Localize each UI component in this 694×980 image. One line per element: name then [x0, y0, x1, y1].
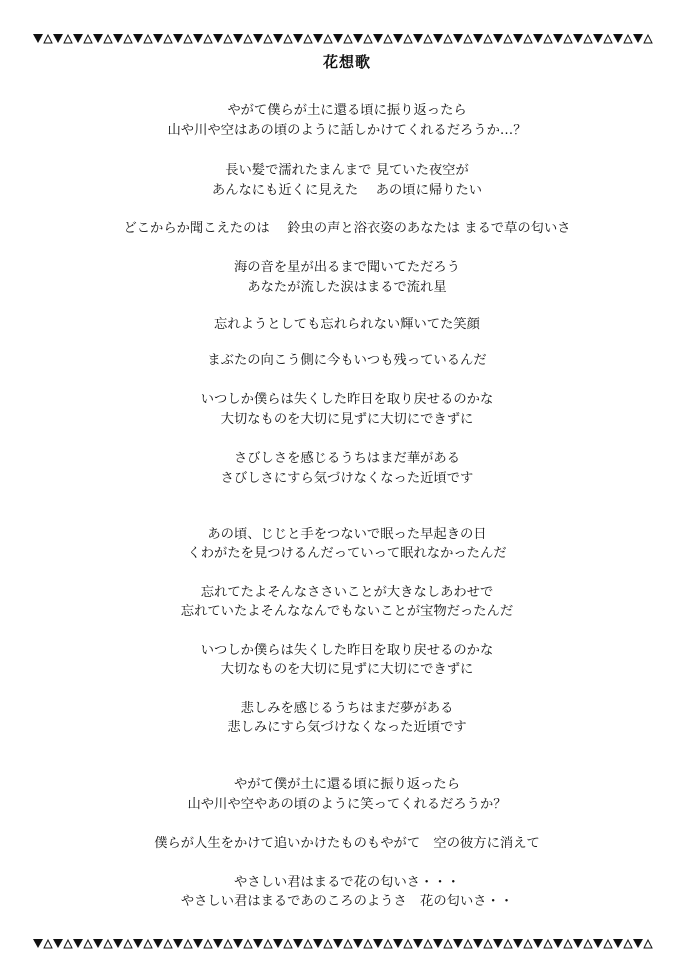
triangle-icon [204, 940, 212, 948]
triangle-icon [573, 939, 583, 948]
triangle-icon [644, 35, 652, 43]
lyric-line: あの頃、じじと手をつないで眠った早起きの日 [207, 527, 487, 542]
triangle-icon [524, 940, 532, 948]
triangle-icon [164, 940, 172, 948]
triangle-icon [284, 940, 292, 948]
triangle-icon [613, 939, 623, 948]
lyric-line: 僕らが人生をかけて追いかけたものもやがて 空の彼方に消えて [154, 836, 540, 851]
triangle-icon [64, 35, 72, 43]
lyric-line: 長い髪で濡れたまんまで 見ていた夜空が [225, 163, 469, 178]
triangle-icon [393, 939, 403, 948]
triangle-icon [184, 940, 192, 948]
triangle-icon [584, 940, 592, 948]
triangle-icon [33, 34, 43, 43]
lyric-line: いつしか僕らは失くした昨日を取り戻せるのかな [200, 643, 494, 658]
triangle-icon [473, 939, 483, 948]
triangle-icon [373, 939, 383, 948]
triangle-icon [544, 940, 552, 948]
triangle-icon [333, 939, 343, 948]
triangle-icon [144, 940, 152, 948]
lyric-line: いつしか僕らは失くした昨日を取り戻せるのかな [200, 392, 494, 407]
triangle-icon [453, 34, 463, 43]
triangle-band-icon [33, 938, 661, 949]
triangle-icon [484, 35, 492, 43]
triangle-icon [413, 34, 423, 43]
triangle-icon [264, 940, 272, 948]
triangle-icon [204, 35, 212, 43]
lyric-line: 大切なものを大切に見ずに大切にできずに [220, 412, 474, 427]
triangle-icon [173, 34, 183, 43]
triangle-icon [633, 939, 643, 948]
triangle-icon [324, 35, 332, 43]
triangle-icon [173, 939, 183, 948]
triangle-icon [613, 34, 623, 43]
triangle-icon [473, 34, 483, 43]
triangle-icon [624, 35, 632, 43]
triangle-icon [33, 939, 43, 948]
triangle-icon [353, 34, 363, 43]
triangle-icon [73, 34, 83, 43]
triangle-icon [233, 939, 243, 948]
triangle-band-icon [33, 33, 661, 44]
triangle-icon [264, 35, 272, 43]
triangle-icon [524, 35, 532, 43]
triangle-icon [604, 35, 612, 43]
triangle-icon [124, 940, 132, 948]
triangle-icon [253, 34, 263, 43]
lyric-line: あなたが流した涙はまるで流れ星 [247, 280, 447, 295]
page-title: 花想歌 [322, 53, 371, 71]
triangle-icon [164, 35, 172, 43]
triangle-icon [184, 35, 192, 43]
border-top [33, 33, 661, 44]
triangle-icon [224, 35, 232, 43]
lyric-line: やがて僕らが土に還る頃に振り返ったら [227, 103, 467, 118]
triangle-icon [444, 35, 452, 43]
triangle-icon [84, 940, 92, 948]
triangle-icon [244, 35, 252, 43]
triangle-icon [404, 940, 412, 948]
triangle-icon [333, 34, 343, 43]
triangle-icon [464, 35, 472, 43]
lyric-line: さびしさを感じるうちはまだ華がある [233, 451, 461, 466]
triangle-icon [453, 939, 463, 948]
triangle-icon [233, 34, 243, 43]
triangle-icon [73, 939, 83, 948]
triangle-icon [193, 34, 203, 43]
triangle-icon [373, 34, 383, 43]
triangle-icon [284, 35, 292, 43]
lyric-line: 忘れてたよそんなささいことが大きなしあわせで [200, 585, 494, 600]
lyric-line: どこからか聞こえたのは 鈴虫の声と浴衣姿のあなたは まるで草の匂いさ [123, 221, 571, 236]
triangle-icon [553, 34, 563, 43]
triangle-icon [133, 939, 143, 948]
triangle-icon [353, 939, 363, 948]
triangle-icon [404, 35, 412, 43]
triangle-icon [604, 940, 612, 948]
lyric-line: 海の音を星が出るまで聞いてただろう [233, 260, 461, 275]
lyric-line: 悲しみにすら気づけなくなった近頃です [227, 720, 467, 735]
lyric-line: 大切なものを大切に見ずに大切にできずに [220, 662, 474, 677]
triangle-icon [253, 939, 263, 948]
triangle-icon [84, 35, 92, 43]
triangle-icon [433, 34, 443, 43]
triangle-icon [433, 939, 443, 948]
triangle-icon [304, 35, 312, 43]
triangle-icon [64, 940, 72, 948]
triangle-icon [144, 35, 152, 43]
triangle-icon [344, 940, 352, 948]
triangle-icon [553, 939, 563, 948]
triangle-icon [313, 939, 323, 948]
triangle-icon [304, 940, 312, 948]
triangle-icon [273, 939, 283, 948]
triangle-icon [93, 939, 103, 948]
triangle-icon [293, 939, 303, 948]
lyric-line: あんなにも近くに見えた あの頃に帰りたい [211, 183, 483, 198]
triangle-icon [93, 34, 103, 43]
triangle-icon [344, 35, 352, 43]
triangle-icon [444, 940, 452, 948]
triangle-icon [593, 939, 603, 948]
triangle-icon [564, 35, 572, 43]
triangle-icon [244, 940, 252, 948]
triangle-icon [584, 35, 592, 43]
triangle-icon [513, 939, 523, 948]
triangle-icon [324, 940, 332, 948]
triangle-icon [44, 940, 52, 948]
triangle-icon [424, 35, 432, 43]
lyric-line: やさしい君はまるで花の匂いさ・・・ [234, 875, 460, 890]
triangle-icon [224, 940, 232, 948]
lyric-line: 悲しみを感じるうちはまだ夢がある [240, 701, 454, 716]
lyric-line: まぶたの向こう側に今もいつも残っているんだ [207, 353, 487, 368]
triangle-icon [644, 940, 652, 948]
lyric-line: 忘れていたよそんななんでもないことが宝物だったんだ [180, 604, 514, 619]
triangle-icon [313, 34, 323, 43]
triangle-icon [153, 939, 163, 948]
triangle-icon [544, 35, 552, 43]
triangle-icon [573, 34, 583, 43]
triangle-icon [213, 34, 223, 43]
triangle-icon [633, 34, 643, 43]
triangle-icon [193, 939, 203, 948]
triangle-icon [593, 34, 603, 43]
lyric-line: 忘れようとしても忘れられない輝いてた笑顔 [214, 317, 480, 332]
triangle-icon [153, 34, 163, 43]
triangle-icon [53, 34, 63, 43]
triangle-icon [384, 940, 392, 948]
triangle-icon [113, 939, 123, 948]
triangle-icon [533, 34, 543, 43]
triangle-icon [213, 939, 223, 948]
triangle-icon [293, 34, 303, 43]
triangle-icon [53, 939, 63, 948]
lyric-line: 山や川や空はあの頃のように話しかけてくれるだろうか…？ [167, 123, 527, 138]
triangle-icon [424, 940, 432, 948]
triangle-icon [493, 34, 503, 43]
triangle-icon [104, 35, 112, 43]
border-bottom [33, 938, 661, 949]
triangle-icon [484, 940, 492, 948]
triangle-icon [504, 940, 512, 948]
triangle-icon [493, 939, 503, 948]
lyric-line: 山や川や空やあの頃のように笑ってくれるだろうか？ [187, 797, 507, 812]
triangle-icon [413, 939, 423, 948]
lyric-line: さびしさにすら気づけなくなった近頃です [220, 471, 474, 486]
triangle-icon [364, 35, 372, 43]
triangle-icon [113, 34, 123, 43]
triangle-icon [124, 35, 132, 43]
triangle-icon [44, 35, 52, 43]
triangle-icon [273, 34, 283, 43]
triangle-icon [504, 35, 512, 43]
triangle-icon [393, 34, 403, 43]
triangle-icon [564, 940, 572, 948]
triangle-icon [624, 940, 632, 948]
triangle-icon [133, 34, 143, 43]
triangle-icon [513, 34, 523, 43]
triangle-icon [384, 35, 392, 43]
lyric-line: やさしい君はまるであのころのようさ 花の匂いさ・・ [180, 894, 514, 909]
triangle-icon [364, 940, 372, 948]
triangle-icon [104, 940, 112, 948]
triangle-icon [464, 940, 472, 948]
lyric-line: くわがたを見つけるんだっていって眠れなかったんだ [187, 546, 507, 561]
lyric-line: やがて僕が土に還る頃に振り返ったら [233, 777, 461, 792]
triangle-icon [533, 939, 543, 948]
